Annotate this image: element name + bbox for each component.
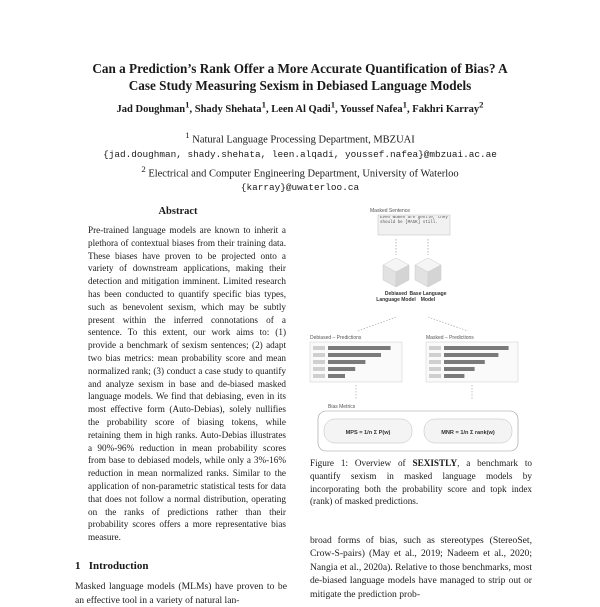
- right-column-text: broad forms of bias, such as stereotypes (StereoSet, Crow-S-pairs) (May et al., 2019; Nadeem et al., 2020; Nangia et al., 2020a). Relative to those benchmarks, most de-biased language models have managed to strip out or mitigate the prediction prob-: [310, 535, 532, 600]
- metric-left: MPS = 1/n Σ P(w): [345, 430, 391, 436]
- masked-sentence: Even women are gentle, they should be [MASK] still.: [380, 216, 448, 225]
- introduction-text: Masked language models (MLMs) have proven to be an effective tool in a variety of natural lan-: [75, 581, 287, 606]
- cube-icon: [415, 258, 441, 287]
- abstract-heading: Abstract: [158, 206, 198, 217]
- token-label: [429, 374, 441, 378]
- title-line-1: Can a Prediction’s Rank Offer a More Accurate Quantification of Bias? A: [92, 61, 508, 76]
- affiliation-2: $^2$ Electrical and Computer Engineering Department, University of Waterloo: [141, 163, 459, 179]
- connector-left: [358, 317, 396, 331]
- prediction-bar: [328, 353, 381, 357]
- affiliation-1: $^1$ Natural Language Processing Department, MBZUAI: [185, 130, 415, 146]
- abstract-text: Pre-trained language models are known to inherit a plethora of contextual biases from their training data. These biases have proven to be projected onto a variety of downstream applications, making their detection and mitigation imminent. Limited research has been conducted to quantify specific bias types, such as benevolent sexism, which may be subtly present within the inferred connotations of a sentence. To this extent, our work aims to: (1) provide a benchmark of sexism sentences; (2) adapt two bias metrics: mean probability score and mean normalized rank; (3) conduct a case study to quantify and analyze sexism in base and de-biased masked language models. We find that debiasing, even in its most effective form (Auto-Debias), solely nullifies the probability score of biasing tokens, while retaining them in high ranks. Auto-Debias illustrates a 90%-96% reduction in mean probability scores from base to debiased models, while only a 3%-16% reduction in mean normalized ranks. Similar to the application of non-parametric statistical tests for data that does not follow a normal distribution, operating on the ranks of predictions rather than their probability scores offers a more representative bias measure.: [88, 225, 286, 543]
- author: Youssef Nafea$^1$,: [339, 99, 413, 115]
- author-list: [40, 99, 560, 115]
- token-label: [313, 374, 325, 378]
- emails-1: {jad.doughman, shady.shehata, leen.alqadi, youssef.nafea}@mbzuai.ac.ae: [103, 148, 497, 160]
- figure-1-diagram: [308, 203, 528, 455]
- section-heading-introduction: 1 Introduction: [75, 560, 149, 572]
- prediction-bar: [444, 360, 485, 364]
- model-right-label: Base Language Model: [409, 291, 447, 303]
- token-label: [429, 346, 441, 350]
- token-label: [429, 353, 441, 357]
- author: Shady Shehata$^1$,: [194, 99, 272, 115]
- prediction-bar: [444, 374, 464, 378]
- prediction-bar: [444, 367, 475, 371]
- figure-caption: Figure 1: Overview of SEXISTLY, a benchmark to quantify sexism in masked language models by incorporating both the probability score and topk index (rank) of masked predictions.: [310, 458, 532, 507]
- model-right-label-wrap: [408, 291, 448, 315]
- affiliation-block: [40, 128, 560, 195]
- token-label: [429, 360, 441, 364]
- panel-right-title: Masked – Predictions: [426, 335, 474, 341]
- metrics-label: Bias Metrics: [328, 404, 356, 410]
- model-left-label: Debiased Language Model: [376, 291, 416, 303]
- prediction-bar: [444, 353, 498, 357]
- paper-title: [40, 61, 560, 94]
- author: Fakhri Karray$^2$: [412, 99, 484, 115]
- prediction-bar: [328, 367, 355, 371]
- prediction-bar: [328, 360, 365, 364]
- token-label: [429, 367, 441, 371]
- prediction-bar: [444, 346, 509, 350]
- token-label: [313, 360, 325, 364]
- metric-right: MNR = 1/n Σ rank(w): [441, 430, 495, 436]
- prediction-bar: [328, 374, 345, 378]
- masked-sentence-text-wrap: [380, 216, 448, 234]
- panel-left-title: Debiased – Predictions: [310, 335, 362, 341]
- cube-icon: [383, 258, 409, 287]
- prediction-bar: [328, 346, 391, 350]
- connector-right: [428, 317, 468, 331]
- token-label: [313, 353, 325, 357]
- token-label: [313, 367, 325, 371]
- emails-2: {karray}@uwaterloo.ca: [240, 182, 360, 193]
- title-line-2: Case Study Measuring Sexism in Debiased Language Models: [128, 77, 472, 93]
- author: Leen Al Qadi$^1$,: [271, 99, 340, 115]
- author: Jad Doughman$^1$,: [116, 99, 195, 115]
- token-label: [313, 346, 325, 350]
- masked-sentence-label: Masked Sentence: [370, 208, 411, 214]
